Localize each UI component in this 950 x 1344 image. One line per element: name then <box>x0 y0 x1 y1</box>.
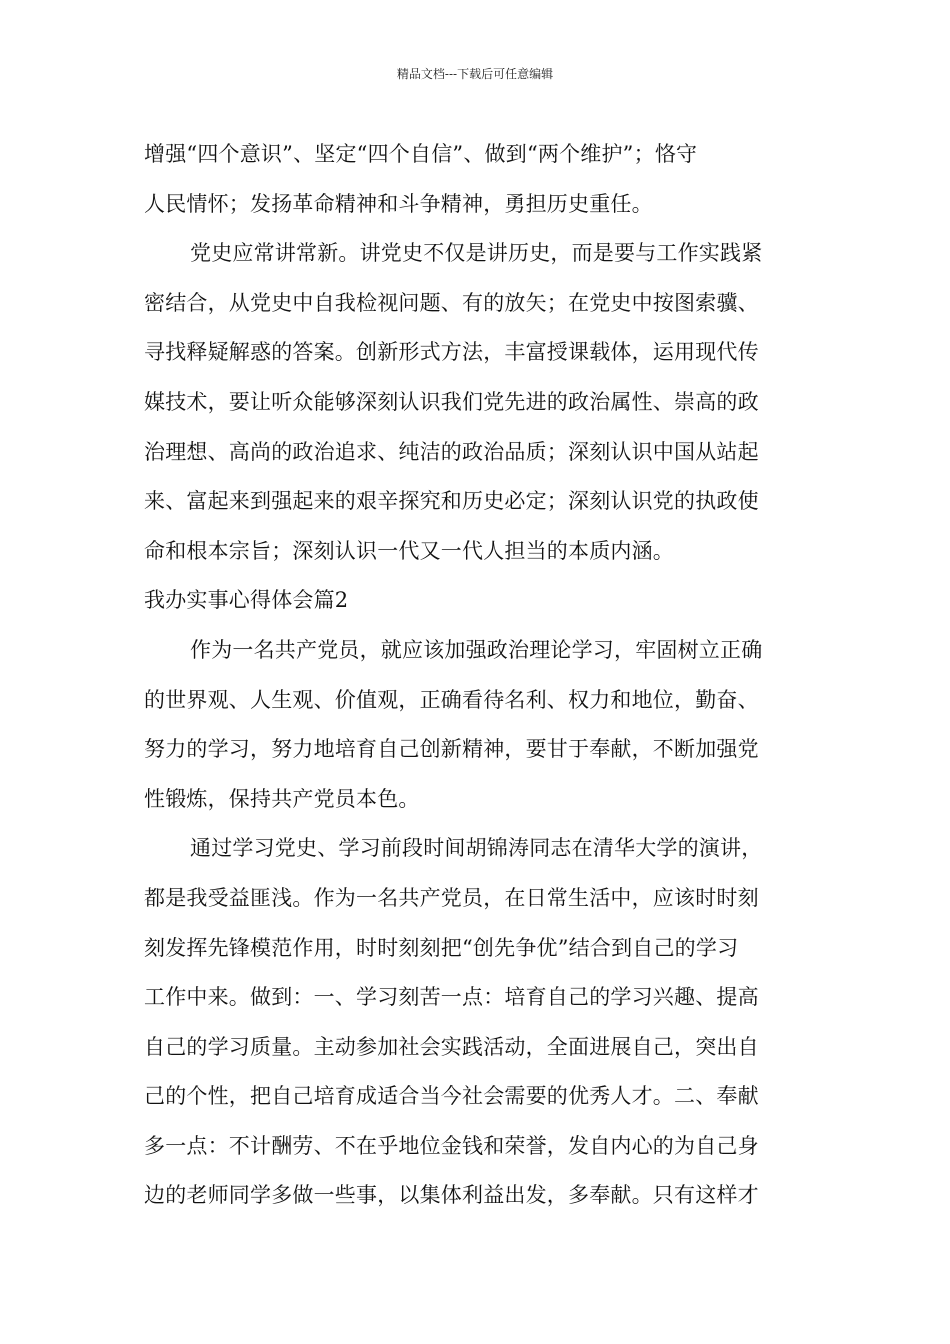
text-line: 密结合，从党史中自我检视问题、有的放矢；在党史中按图索骥、 <box>144 290 759 315</box>
text-line: 寻找释疑解惑的答案。创新形式方法，丰富授课载体，运用现代传 <box>144 340 759 365</box>
paragraph-start-line: 通过学习党史、学习前段时间胡锦涛同志在清华大学的演讲， <box>190 836 763 861</box>
text-line: 治理想、高尚的政治追求、纯洁的政治品质；深刻认识中国从站起 <box>144 439 759 464</box>
text-line: 都是我受益匪浅。作为一名共产党员，在日常生活中，应该时时刻 <box>144 885 759 910</box>
section-heading: 我办实事心得体会篇2 <box>144 588 349 613</box>
text-line: 人民情怀；发扬革命精神和斗争精神，勇担历史重任。 <box>144 191 653 216</box>
paragraph-start-line: 作为一名共产党员，就应该加强政治理论学习，牢固树立正确 <box>190 637 763 662</box>
page-header: 精品文档---下载后可任意编辑 <box>396 67 554 81</box>
text-line: 来、富起来到强起来的艰辛探究和历史必定；深刻认识党的执政使 <box>144 489 759 514</box>
paragraph-start-line: 党史应常讲常新。讲党史不仅是讲历史，而是要与工作实践紧 <box>190 241 763 266</box>
text-line: 自己的学习质量。主动参加社会实践活动，全面进展自己，突出自 <box>144 1034 759 1059</box>
text-line: 努力的学习，努力地培育自己创新精神，要甘于奉献，不断加强党 <box>144 737 759 762</box>
text-line: 的世界观、人生观、价值观，正确看待名利、权力和地位，勤奋、 <box>144 687 759 712</box>
text-line: 命和根本宗旨；深刻认识一代又一代人担当的本质内涵。 <box>144 538 674 563</box>
document-body <box>144 130 814 1221</box>
text-line: 刻发挥先锋模范作用，时时刻刻把“创先争优”结合到自己的学习 <box>144 935 739 960</box>
text-line: 边的老师同学多做一些事，以集体利益出发，多奉献。只有这样才 <box>144 1183 759 1208</box>
text-line: 己的个性，把自己培育成适合当今社会需要的优秀人才。二、奉献 <box>144 1084 759 1109</box>
text-line: 媒技术，要让听众能够深刻认识我们党先进的政治属性、崇高的政 <box>144 389 759 414</box>
text-line: 性锻炼，保持共产党员本色。 <box>144 786 420 811</box>
text-line: 增强“四个意识”、坚定“四个自信”、做到“两个维护”；恪守 <box>144 142 698 166</box>
text-line: 工作中来。做到：一、学习刻苦一点：培育自己的学习兴趣、提高 <box>144 985 759 1010</box>
text-line: 多一点：不计酬劳、不在乎地位金钱和荣誉，发自内心的为自己身 <box>144 1133 759 1158</box>
